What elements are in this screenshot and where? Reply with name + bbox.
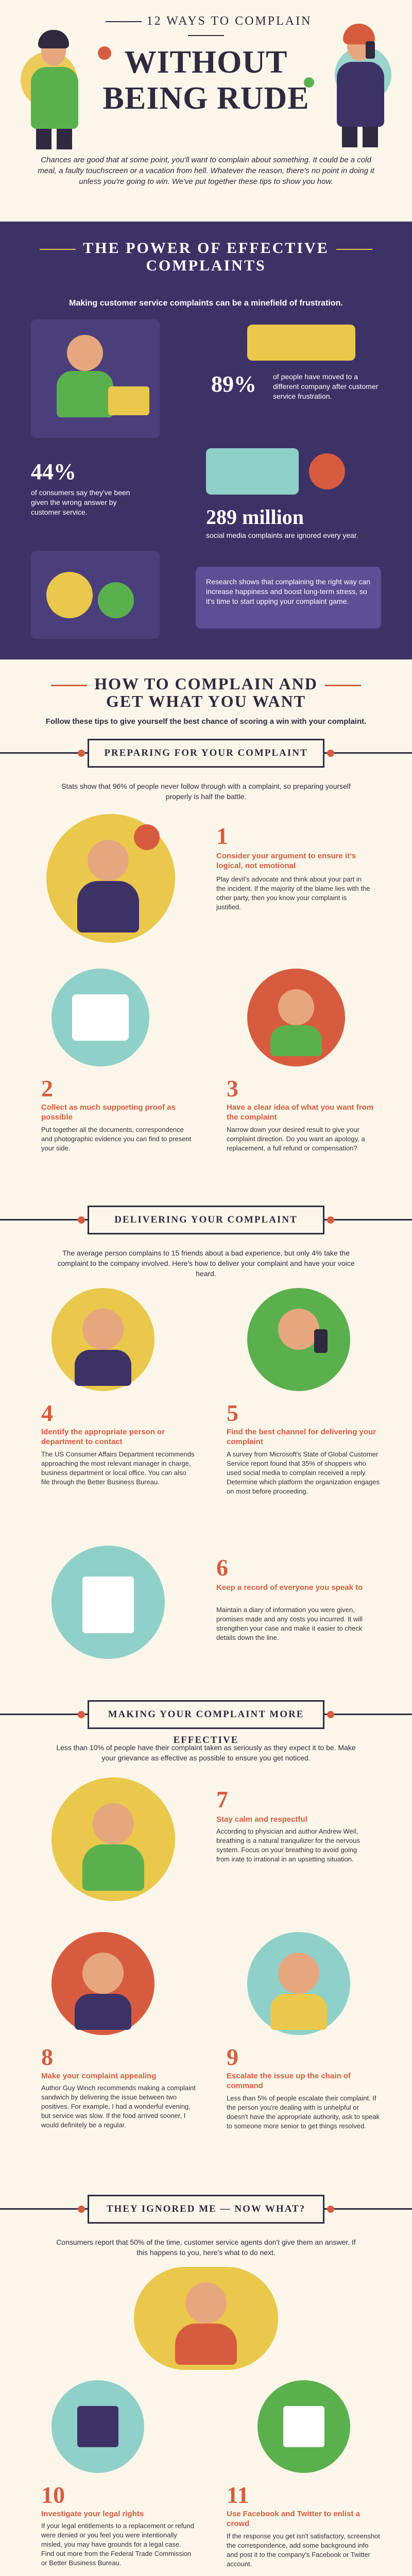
- banner-delivering: DELIVERING YOUR COMPLAINT: [88, 1206, 324, 1234]
- laptop-icon: [108, 386, 149, 415]
- step-7-number: 7: [216, 1786, 228, 1812]
- step-11-body: If the response you get isn't satisfactory, screenshot the correspondence, add some background info and post it to the company's Facebook or Twitter account.: [227, 2532, 380, 2568]
- ignored-illustration: [134, 2267, 278, 2370]
- step-5-number: 5: [227, 1400, 238, 1426]
- banner-effective: MAKING YOUR COMPLAINT MORE EFFECTIVE: [88, 1700, 324, 1729]
- phone-icon: [314, 1329, 328, 1353]
- stat-44: [31, 459, 160, 517]
- step-7-body: According to physician and author Andrew Weil, breathing is a natural tranquilizer for the nervous system. Focus on your breathing to avoid going from irate to irrational in an upsetting situation.: [216, 1827, 360, 1863]
- step-3-number: 3: [227, 1075, 238, 1101]
- power-section: [0, 222, 412, 659]
- chart-card-icon: [247, 325, 355, 361]
- step-11-title: Use Facebook and Twitter to enlist a crowd: [227, 2510, 360, 2528]
- step-8-illustration: [52, 1932, 154, 2035]
- step-6-title: Keep a record of everyone you speak to: [216, 1583, 363, 1592]
- step-4-body: The US Consumer Affairs Department recommends approaching the most relevant manager in charge, business department or local office. You can also file through the Better Business Bureau.: [41, 1450, 195, 1486]
- step-8-body: Author Guy Winch recommends making a complaint sandwich by delivering the issue between two positives. For example, I had a wonderful evening, but service was slow. If the food arrived sooner, I would definitely be a regular.: [41, 2084, 196, 2129]
- social-media-icon: [283, 2406, 324, 2447]
- step-2-illustration: [52, 969, 149, 1066]
- left-figure-illustration: [21, 15, 93, 149]
- thought-bubble-icon: [134, 824, 160, 850]
- research-text: Research shows that complaining the right way can increase happiness and boost long-term stress, so it's time to start upping your complaint game.: [206, 578, 371, 605]
- thumbs-down-icon: [309, 453, 345, 489]
- step-10-number: 10: [41, 2482, 65, 2508]
- step-2-number: 2: [41, 1075, 53, 1101]
- preparing-intro: Stats show that 96% of people never follow through with a complaint, so preparing yourself properly is half the battle.: [61, 782, 351, 801]
- stat-89-text: of people have moved to a different company after customer service frustration.: [273, 372, 379, 400]
- scales-icon: [77, 2406, 118, 2447]
- step-1-illustration: [46, 814, 175, 943]
- step-8-title: Make your complaint appealing: [41, 2072, 157, 2080]
- power-subheading: Making customer service complaints can be a minefield of frustration.: [69, 299, 343, 308]
- step-6-illustration: [52, 1546, 165, 1659]
- step-9-number: 9: [227, 2044, 238, 2070]
- step-1-body: Play devil's advocate and think about your part in the incident. If the majority of the blame lies with the other party, then you know your complaint is justified.: [216, 875, 370, 911]
- phone-icon: [366, 41, 375, 59]
- stat-44-value: 44%: [31, 459, 76, 484]
- step-11-number: 11: [227, 2482, 249, 2508]
- research-callout: [196, 567, 381, 629]
- hero-title-block: [93, 14, 319, 114]
- step-4-number: 4: [41, 1400, 53, 1426]
- documents-icon: [72, 994, 129, 1041]
- step-9-body: Less than 5% of people escalate their complaint. If the person you're dealing with is unhelpful or doesn't have the appropriate authority, ask to speak to someone more senior to get things resolved.: [227, 2094, 380, 2130]
- banner-ignored: THEY IGNORED ME — NOW WHAT?: [88, 2195, 324, 2224]
- step-9-illustration: [247, 1932, 350, 2035]
- stat-89-value: 89%: [211, 371, 256, 397]
- hero-section: [0, 0, 412, 155]
- step-4-title: Identify the appropriate person or department to contact: [41, 1428, 165, 1446]
- step-8-number: 8: [41, 2044, 53, 2070]
- power-heading: THE POWER OF EFFECTIVE COMPLAINTS: [0, 240, 412, 275]
- notebook-icon: [82, 1577, 134, 1633]
- step-3-body: Narrow down your desired result to give your complaint direction. Do you want an apology, a replacement, a full refund or compensation?: [227, 1126, 365, 1152]
- hero-title-line-2: BEING RUDE: [102, 81, 310, 116]
- research-illustration: [31, 551, 160, 639]
- banner-preparing: PREPARING FOR YOUR COMPLAINT: [88, 739, 324, 768]
- hero-title-line-1: WITHOUT: [124, 45, 288, 80]
- step-9-title: Escalate the issue up the chain of command: [227, 2072, 351, 2090]
- step-5-body: A survey from Microsoft's State of Global Customer Service report found that 35% of shoppers who used social media to complain received a reply. Determine which platform the organization engages on most before proceeding.: [227, 1450, 380, 1495]
- right-figure-illustration: [324, 10, 397, 149]
- how-section: [0, 659, 412, 2576]
- step-7-title: Stay calm and respectful: [216, 1815, 307, 1824]
- social-phone-illustration: [206, 448, 299, 495]
- ignored-intro: Consumers report that 50% of the time, customer service agents don't give them an answer. If this happens to you, here's what to do next.: [56, 2238, 356, 2257]
- step-10-title: Investigate your legal rights: [41, 2510, 144, 2518]
- desk-illustration: [31, 319, 160, 438]
- step-2-title: Collect as much supporting proof as possible: [41, 1103, 176, 1122]
- step-7-illustration: [52, 1777, 175, 1901]
- effective-intro: Less than 10% of people have their complaint taken as seriously as they expect it to be. Make your grievance as effective as possible to ensure you get noticed.: [56, 1743, 356, 1762]
- delivering-intro: The average person complains to 15 friends about a bad experience, but only 4% take the complaint to the company involved. Here's how to deliver your complaint and have your voice heard.: [57, 1249, 355, 1278]
- step-10-illustration: [52, 2380, 144, 2473]
- step-6-body: Maintain a diary of information you were given, promises made and any costs you incurred. It will strengthen your case and make it easier to check details down the line.: [216, 1606, 363, 1641]
- how-heading: HOW TO COMPLAIN AND GET WHAT YOU WANT: [0, 675, 412, 710]
- step-4-illustration: [52, 1288, 154, 1391]
- stat-289-text: social media complaints are ignored every year.: [206, 531, 358, 539]
- step-6-number: 6: [216, 1554, 228, 1581]
- step-10-body: If your legal entitlements to a replacement or refund were denied or you feel you were intentionally misled, you may have grounds for a legal case. Find out more from the Federal Trade Commission or Better Business Bureau.: [41, 2522, 194, 2567]
- step-1-number: 1: [216, 823, 228, 849]
- step-1-title: Consider your argument to ensure it's logical, not emotional: [216, 852, 356, 870]
- how-subheading: Follow these tips to give yourself the best chance of scoring a win with your complaint.: [45, 717, 367, 726]
- stat-289-value: 289 million: [206, 505, 304, 529]
- step-11-illustration: [258, 2380, 350, 2473]
- step-5-illustration: [247, 1288, 350, 1391]
- step-5-title: Find the best channel for delivering your complaint: [227, 1428, 376, 1446]
- step-3-illustration: [247, 969, 345, 1066]
- stat-44-text: of consumers say they've been given the wrong answer by customer service.: [31, 488, 130, 516]
- step-2-body: Put together all the documents, correspondence and photographic evidence you can find to present your side.: [41, 1126, 192, 1152]
- step-3-title: Have a clear idea of what you want from the complaint: [227, 1103, 374, 1122]
- intro-paragraph: Chances are good that at some point, you'll want to complain about something. It could be a cold meal, a faulty touchscreen or a vacation from hell. Whatever the reason, there's no point in doing it unless you're going to win. We've put together these tips to show you how.: [38, 156, 374, 186]
- hero-kicker: 12 WAYS TO COMPLAIN: [93, 14, 319, 42]
